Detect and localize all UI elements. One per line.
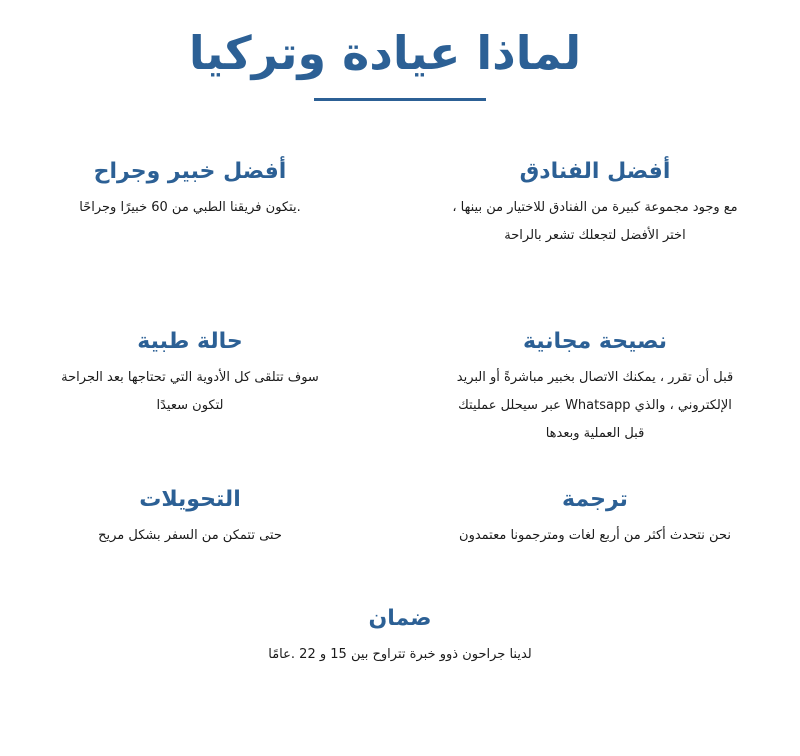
feature-best-hotels	[450, 156, 740, 250]
feature-title: أفضل الفنادق	[519, 159, 671, 184]
feature-title: ترجمة	[562, 487, 628, 512]
feature-text: سوف تتلقى كل الأدوية التي تحتاجها بعد الجراحة لتكون سعيدًا	[61, 370, 319, 413]
feature-guarantee	[250, 603, 550, 669]
feature-title: التحويلات	[139, 487, 241, 512]
feature-text: .يتكون فريقنا الطبي من 60 خبيرًا وجراحًا	[79, 200, 301, 215]
feature-text: نحن نتحدث أكثر من أربع لغات ومترجمونا معتمدون	[459, 528, 731, 543]
feature-text: قبل أن تقرر ، يمكنك الاتصال بخبير مباشرةً أو البريد الإلكتروني ، والذي Whatsapp عبر سيحلل عمليتك قبل العملية وبعدها	[456, 370, 734, 441]
feature-best-surgeon	[55, 156, 325, 222]
feature-title: نصيحة مجانية	[522, 329, 668, 354]
feature-medical-care	[55, 326, 325, 420]
feature-title: حالة طبية	[137, 329, 243, 354]
feature-text: حتى تتمكن من السفر بشكل مريح	[98, 528, 282, 543]
feature-transfers	[55, 484, 325, 550]
feature-translation	[450, 484, 740, 550]
feature-title: أفضل خبير وجراح	[93, 159, 287, 184]
feature-title: ضمان	[368, 606, 432, 631]
page-title: لماذا عيادة وتركيا	[188, 26, 582, 80]
feature-free-advice	[450, 326, 740, 448]
title-underline	[314, 98, 486, 101]
feature-text: لدينا جراحون ذوو خبرة تتراوح بين 15 و 22 .عامًا	[268, 647, 532, 662]
feature-text: مع وجود مجموعة كبيرة من الفنادق للاختيار من بينها ، اختر الأفضل لتجعلك تشعر بالراحة	[452, 200, 738, 243]
